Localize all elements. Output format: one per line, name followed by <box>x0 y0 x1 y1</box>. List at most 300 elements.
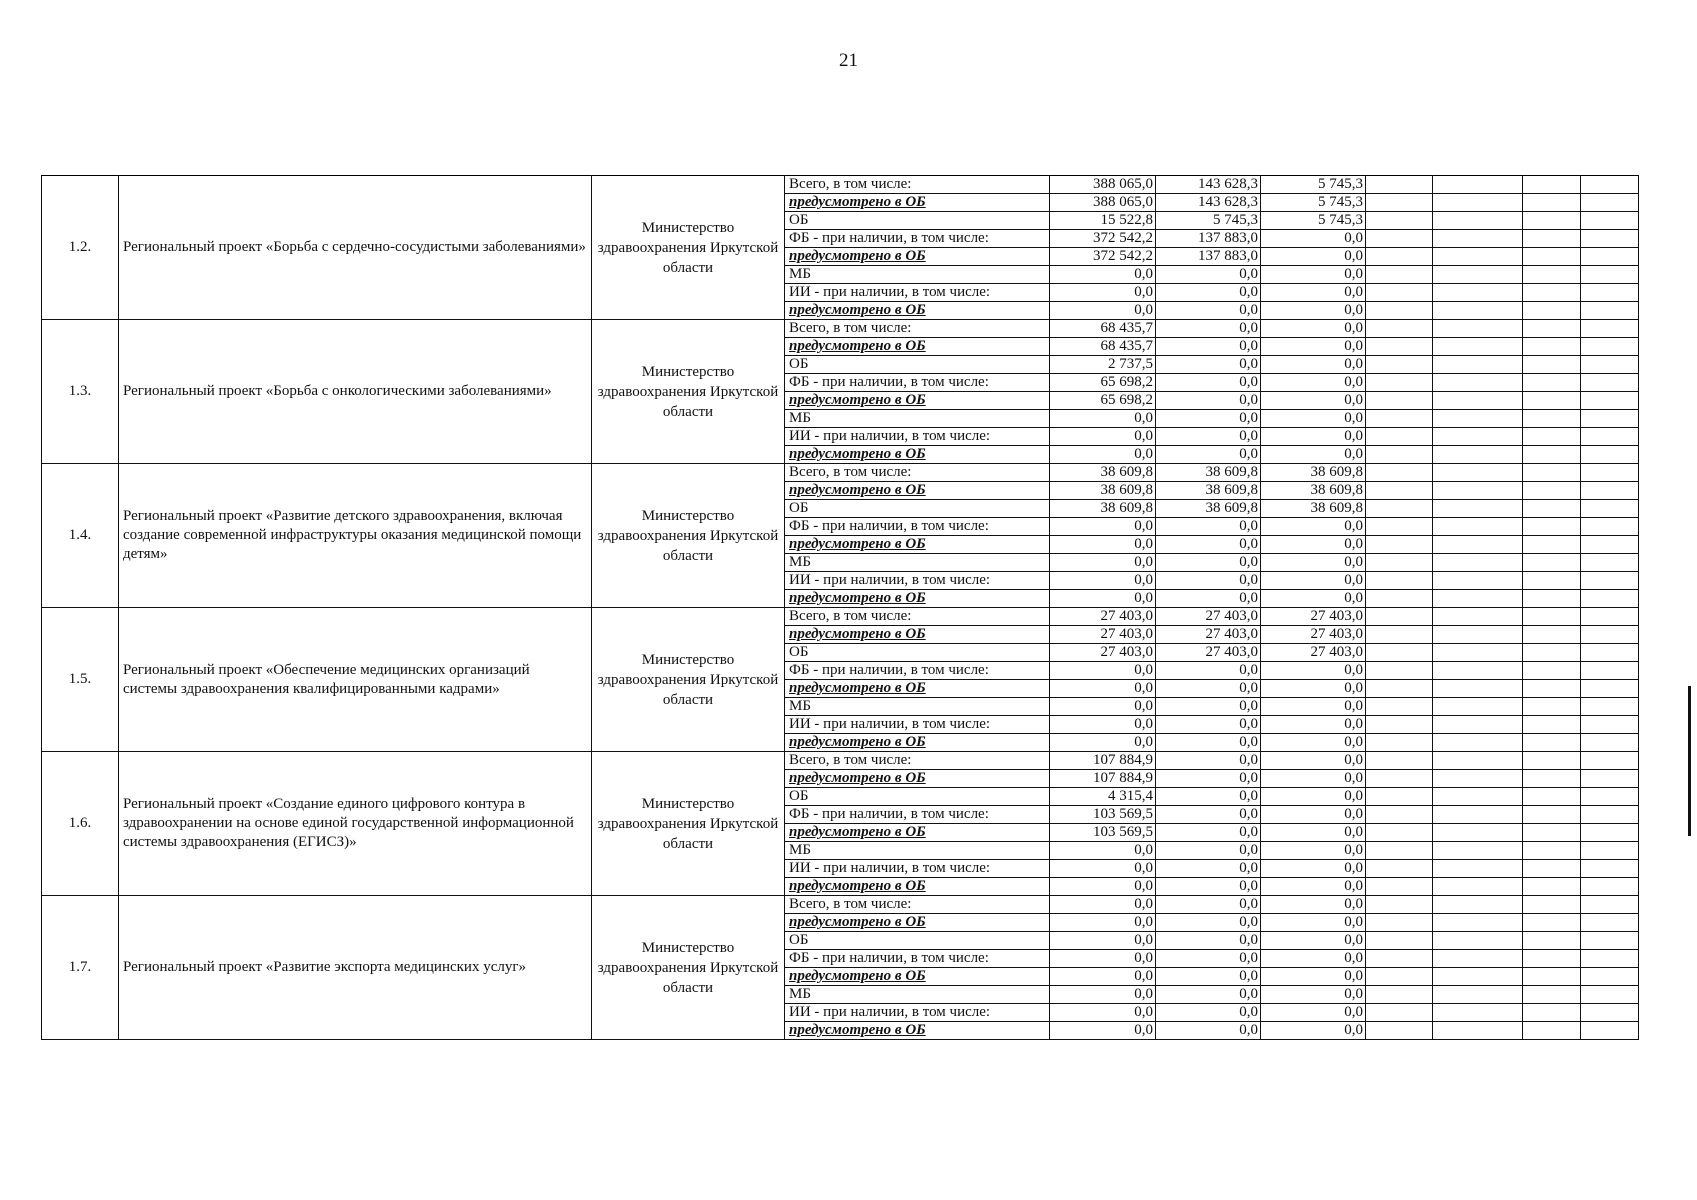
amount-year-2: 0,0 <box>1156 410 1261 428</box>
empty-cell <box>1366 176 1433 194</box>
empty-cell <box>1366 518 1433 536</box>
empty-cell <box>1523 428 1581 446</box>
amount-year-3: 0,0 <box>1261 968 1366 986</box>
funding-source: ОБ <box>785 932 1050 950</box>
funding-source: предусмотрено в ОБ <box>785 446 1050 464</box>
empty-cell <box>1433 266 1523 284</box>
amount-year-2: 0,0 <box>1156 698 1261 716</box>
project-number: 1.2. <box>42 176 119 320</box>
empty-cell <box>1523 338 1581 356</box>
funding-source: ИИ - при наличии, в том числе: <box>785 1004 1050 1022</box>
empty-cell <box>1433 230 1523 248</box>
empty-cell <box>1433 392 1523 410</box>
project-name: Региональный проект «Создание единого цифрового контура в здравоохранении на основе единой государственной информационной системы здравоохранения (ЕГИСЗ)» <box>119 752 592 896</box>
empty-cell <box>1366 1022 1433 1040</box>
amount-year-3: 0,0 <box>1261 986 1366 1004</box>
empty-cell <box>1433 734 1523 752</box>
table-row <box>42 608 1639 626</box>
empty-cell <box>1581 1022 1639 1040</box>
funding-source: ИИ - при наличии, в том числе: <box>785 572 1050 590</box>
empty-cell <box>1581 572 1639 590</box>
amount-year-2: 0,0 <box>1156 518 1261 536</box>
funding-source: МБ <box>785 266 1050 284</box>
empty-cell <box>1581 212 1639 230</box>
amount-year-3: 0,0 <box>1261 752 1366 770</box>
empty-cell <box>1366 734 1433 752</box>
empty-cell <box>1581 590 1639 608</box>
funding-source: предусмотрено в ОБ <box>785 824 1050 842</box>
project-name: Региональный проект «Борьба с онкологическими заболеваниями» <box>119 320 592 464</box>
project-number: 1.6. <box>42 752 119 896</box>
empty-cell <box>1433 446 1523 464</box>
empty-cell <box>1366 788 1433 806</box>
empty-cell <box>1523 374 1581 392</box>
funding-source: ФБ - при наличии, в том числе: <box>785 950 1050 968</box>
margin-mark <box>1688 686 1691 836</box>
empty-cell <box>1433 572 1523 590</box>
empty-cell <box>1366 680 1433 698</box>
amount-year-3: 5 745,3 <box>1261 194 1366 212</box>
funding-source: предусмотрено в ОБ <box>785 914 1050 932</box>
amount-year-3: 0,0 <box>1261 1022 1366 1040</box>
empty-cell <box>1433 320 1523 338</box>
empty-cell <box>1523 896 1581 914</box>
empty-cell <box>1433 608 1523 626</box>
amount-year-3: 38 609,8 <box>1261 464 1366 482</box>
amount-year-3: 0,0 <box>1261 338 1366 356</box>
empty-cell <box>1581 914 1639 932</box>
empty-cell <box>1581 788 1639 806</box>
empty-cell <box>1581 392 1639 410</box>
empty-cell <box>1433 194 1523 212</box>
amount-year-2: 0,0 <box>1156 284 1261 302</box>
empty-cell <box>1523 320 1581 338</box>
empty-cell <box>1366 914 1433 932</box>
project-name: Региональный проект «Развитие экспорта медицинских услуг» <box>119 896 592 1040</box>
empty-cell <box>1581 662 1639 680</box>
empty-cell <box>1366 320 1433 338</box>
empty-cell <box>1523 770 1581 788</box>
amount-year-2: 0,0 <box>1156 860 1261 878</box>
funding-source: МБ <box>785 842 1050 860</box>
responsible-executor: Министерство здравоохранения Иркутской области <box>592 896 785 1040</box>
empty-cell <box>1433 986 1523 1004</box>
empty-cell <box>1366 644 1433 662</box>
responsible-executor: Министерство здравоохранения Иркутской области <box>592 464 785 608</box>
amount-year-2: 0,0 <box>1156 662 1261 680</box>
empty-cell <box>1433 824 1523 842</box>
empty-cell <box>1581 680 1639 698</box>
empty-cell <box>1523 518 1581 536</box>
empty-cell <box>1523 950 1581 968</box>
empty-cell <box>1433 932 1523 950</box>
empty-cell <box>1433 680 1523 698</box>
empty-cell <box>1366 392 1433 410</box>
project-name: Региональный проект «Развитие детского здравоохранения, включая создание современной инфраструктуры оказания медицинской помощи детям» <box>119 464 592 608</box>
amount-year-1: 38 609,8 <box>1050 482 1156 500</box>
empty-cell <box>1523 788 1581 806</box>
amount-year-2: 38 609,8 <box>1156 482 1261 500</box>
amount-year-1: 27 403,0 <box>1050 644 1156 662</box>
funding-source: предусмотрено в ОБ <box>785 536 1050 554</box>
empty-cell <box>1581 536 1639 554</box>
amount-year-1: 0,0 <box>1050 716 1156 734</box>
amount-year-1: 0,0 <box>1050 572 1156 590</box>
empty-cell <box>1523 500 1581 518</box>
empty-cell <box>1581 248 1639 266</box>
empty-cell <box>1581 266 1639 284</box>
amount-year-3: 0,0 <box>1261 896 1366 914</box>
empty-cell <box>1523 464 1581 482</box>
amount-year-2: 0,0 <box>1156 842 1261 860</box>
amount-year-1: 0,0 <box>1050 734 1156 752</box>
empty-cell <box>1433 374 1523 392</box>
amount-year-1: 0,0 <box>1050 518 1156 536</box>
empty-cell <box>1433 482 1523 500</box>
responsible-executor: Министерство здравоохранения Иркутской области <box>592 608 785 752</box>
empty-cell <box>1523 230 1581 248</box>
empty-cell <box>1433 212 1523 230</box>
amount-year-3: 0,0 <box>1261 410 1366 428</box>
funding-source: предусмотрено в ОБ <box>785 878 1050 896</box>
empty-cell <box>1433 770 1523 788</box>
funding-source: предусмотрено в ОБ <box>785 680 1050 698</box>
empty-cell <box>1581 230 1639 248</box>
funding-source: ИИ - при наличии, в том числе: <box>785 284 1050 302</box>
funding-source: предусмотрено в ОБ <box>785 338 1050 356</box>
funding-source: предусмотрено в ОБ <box>785 194 1050 212</box>
empty-cell <box>1433 1004 1523 1022</box>
empty-cell <box>1523 194 1581 212</box>
amount-year-2: 0,0 <box>1156 680 1261 698</box>
empty-cell <box>1581 626 1639 644</box>
amount-year-1: 0,0 <box>1050 446 1156 464</box>
amount-year-1: 15 522,8 <box>1050 212 1156 230</box>
empty-cell <box>1366 860 1433 878</box>
amount-year-1: 103 569,5 <box>1050 824 1156 842</box>
table-row <box>42 176 1639 194</box>
amount-year-1: 0,0 <box>1050 860 1156 878</box>
empty-cell <box>1581 896 1639 914</box>
empty-cell <box>1433 338 1523 356</box>
amount-year-3: 0,0 <box>1261 446 1366 464</box>
empty-cell <box>1523 1022 1581 1040</box>
amount-year-2: 0,0 <box>1156 428 1261 446</box>
amount-year-2: 0,0 <box>1156 788 1261 806</box>
amount-year-3: 0,0 <box>1261 716 1366 734</box>
project-number: 1.7. <box>42 896 119 1040</box>
empty-cell <box>1366 824 1433 842</box>
amount-year-3: 0,0 <box>1261 932 1366 950</box>
empty-cell <box>1433 878 1523 896</box>
amount-year-3: 0,0 <box>1261 698 1366 716</box>
amount-year-3: 0,0 <box>1261 554 1366 572</box>
amount-year-3: 38 609,8 <box>1261 500 1366 518</box>
empty-cell <box>1366 608 1433 626</box>
amount-year-3: 0,0 <box>1261 788 1366 806</box>
table-row <box>42 464 1639 482</box>
amount-year-3: 5 745,3 <box>1261 212 1366 230</box>
amount-year-1: 0,0 <box>1050 932 1156 950</box>
amount-year-2: 38 609,8 <box>1156 500 1261 518</box>
funding-source: ИИ - при наличии, в том числе: <box>785 428 1050 446</box>
amount-year-3: 0,0 <box>1261 770 1366 788</box>
funding-source: ОБ <box>785 644 1050 662</box>
empty-cell <box>1366 752 1433 770</box>
amount-year-1: 2 737,5 <box>1050 356 1156 374</box>
empty-cell <box>1366 554 1433 572</box>
amount-year-2: 27 403,0 <box>1156 608 1261 626</box>
amount-year-2: 0,0 <box>1156 356 1261 374</box>
funding-source: ФБ - при наличии, в том числе: <box>785 374 1050 392</box>
amount-year-3: 0,0 <box>1261 572 1366 590</box>
funding-source: предусмотрено в ОБ <box>785 392 1050 410</box>
amount-year-2: 0,0 <box>1156 878 1261 896</box>
empty-cell <box>1581 1004 1639 1022</box>
empty-cell <box>1366 842 1433 860</box>
empty-cell <box>1366 896 1433 914</box>
empty-cell <box>1581 932 1639 950</box>
amount-year-3: 0,0 <box>1261 662 1366 680</box>
empty-cell <box>1523 860 1581 878</box>
empty-cell <box>1523 536 1581 554</box>
amount-year-1: 0,0 <box>1050 410 1156 428</box>
amount-year-3: 0,0 <box>1261 734 1366 752</box>
responsible-executor: Министерство здравоохранения Иркутской области <box>592 176 785 320</box>
empty-cell <box>1433 626 1523 644</box>
amount-year-1: 103 569,5 <box>1050 806 1156 824</box>
amount-year-3: 0,0 <box>1261 518 1366 536</box>
project-number: 1.4. <box>42 464 119 608</box>
funding-source: ФБ - при наличии, в том числе: <box>785 662 1050 680</box>
empty-cell <box>1581 302 1639 320</box>
empty-cell <box>1433 950 1523 968</box>
funding-source: МБ <box>785 410 1050 428</box>
empty-cell <box>1581 716 1639 734</box>
empty-cell <box>1581 842 1639 860</box>
budget-table <box>41 175 1639 1040</box>
empty-cell <box>1523 644 1581 662</box>
empty-cell <box>1523 878 1581 896</box>
empty-cell <box>1433 752 1523 770</box>
amount-year-2: 0,0 <box>1156 770 1261 788</box>
empty-cell <box>1366 410 1433 428</box>
amount-year-2: 0,0 <box>1156 572 1261 590</box>
amount-year-3: 0,0 <box>1261 590 1366 608</box>
amount-year-2: 0,0 <box>1156 752 1261 770</box>
empty-cell <box>1366 500 1433 518</box>
empty-cell <box>1433 788 1523 806</box>
amount-year-3: 0,0 <box>1261 302 1366 320</box>
empty-cell <box>1581 644 1639 662</box>
amount-year-2: 0,0 <box>1156 1022 1261 1040</box>
amount-year-3: 0,0 <box>1261 860 1366 878</box>
funding-source: предусмотрено в ОБ <box>785 734 1050 752</box>
amount-year-2: 0,0 <box>1156 392 1261 410</box>
empty-cell <box>1366 986 1433 1004</box>
amount-year-2: 0,0 <box>1156 302 1261 320</box>
amount-year-1: 27 403,0 <box>1050 608 1156 626</box>
empty-cell <box>1366 716 1433 734</box>
amount-year-1: 107 884,9 <box>1050 770 1156 788</box>
amount-year-1: 0,0 <box>1050 590 1156 608</box>
amount-year-1: 0,0 <box>1050 914 1156 932</box>
amount-year-1: 68 435,7 <box>1050 320 1156 338</box>
empty-cell <box>1366 230 1433 248</box>
amount-year-1: 38 609,8 <box>1050 500 1156 518</box>
amount-year-3: 0,0 <box>1261 824 1366 842</box>
empty-cell <box>1366 1004 1433 1022</box>
empty-cell <box>1581 968 1639 986</box>
amount-year-1: 38 609,8 <box>1050 464 1156 482</box>
amount-year-2: 137 883,0 <box>1156 248 1261 266</box>
amount-year-2: 0,0 <box>1156 896 1261 914</box>
empty-cell <box>1433 518 1523 536</box>
amount-year-1: 0,0 <box>1050 950 1156 968</box>
amount-year-1: 372 542,2 <box>1050 230 1156 248</box>
funding-source: ФБ - при наличии, в том числе: <box>785 230 1050 248</box>
empty-cell <box>1366 662 1433 680</box>
empty-cell <box>1581 806 1639 824</box>
funding-source: предусмотрено в ОБ <box>785 1022 1050 1040</box>
empty-cell <box>1433 968 1523 986</box>
amount-year-2: 27 403,0 <box>1156 644 1261 662</box>
empty-cell <box>1366 248 1433 266</box>
empty-cell <box>1433 410 1523 428</box>
amount-year-1: 0,0 <box>1050 266 1156 284</box>
funding-source: предусмотрено в ОБ <box>785 968 1050 986</box>
empty-cell <box>1366 428 1433 446</box>
amount-year-1: 0,0 <box>1050 842 1156 860</box>
amount-year-3: 0,0 <box>1261 284 1366 302</box>
amount-year-2: 0,0 <box>1156 806 1261 824</box>
empty-cell <box>1433 176 1523 194</box>
amount-year-2: 0,0 <box>1156 968 1261 986</box>
amount-year-3: 0,0 <box>1261 428 1366 446</box>
empty-cell <box>1366 482 1433 500</box>
amount-year-2: 0,0 <box>1156 824 1261 842</box>
empty-cell <box>1523 698 1581 716</box>
empty-cell <box>1523 986 1581 1004</box>
empty-cell <box>1523 356 1581 374</box>
empty-cell <box>1366 770 1433 788</box>
amount-year-1: 372 542,2 <box>1050 248 1156 266</box>
project-number: 1.5. <box>42 608 119 752</box>
funding-source: МБ <box>785 986 1050 1004</box>
amount-year-3: 27 403,0 <box>1261 608 1366 626</box>
page-number: 21 <box>839 50 858 71</box>
empty-cell <box>1523 752 1581 770</box>
empty-cell <box>1523 1004 1581 1022</box>
empty-cell <box>1581 878 1639 896</box>
amount-year-3: 0,0 <box>1261 248 1366 266</box>
funding-source: ИИ - при наличии, в том числе: <box>785 716 1050 734</box>
empty-cell <box>1523 590 1581 608</box>
amount-year-1: 0,0 <box>1050 1004 1156 1022</box>
funding-source: ОБ <box>785 788 1050 806</box>
funding-source: Всего, в том числе: <box>785 176 1050 194</box>
amount-year-3: 0,0 <box>1261 374 1366 392</box>
empty-cell <box>1581 410 1639 428</box>
amount-year-2: 0,0 <box>1156 446 1261 464</box>
funding-source: Всего, в том числе: <box>785 896 1050 914</box>
empty-cell <box>1523 248 1581 266</box>
funding-source: ОБ <box>785 500 1050 518</box>
amount-year-3: 0,0 <box>1261 806 1366 824</box>
project-name: Региональный проект «Обеспечение медицинских организаций системы здравоохранения квалифицированными кадрами» <box>119 608 592 752</box>
amount-year-1: 0,0 <box>1050 284 1156 302</box>
empty-cell <box>1433 1022 1523 1040</box>
amount-year-1: 0,0 <box>1050 878 1156 896</box>
empty-cell <box>1523 914 1581 932</box>
empty-cell <box>1366 374 1433 392</box>
amount-year-3: 27 403,0 <box>1261 644 1366 662</box>
empty-cell <box>1581 482 1639 500</box>
empty-cell <box>1433 662 1523 680</box>
amount-year-2: 0,0 <box>1156 590 1261 608</box>
empty-cell <box>1581 338 1639 356</box>
empty-cell <box>1523 806 1581 824</box>
empty-cell <box>1581 356 1639 374</box>
empty-cell <box>1581 824 1639 842</box>
amount-year-1: 0,0 <box>1050 428 1156 446</box>
amount-year-2: 38 609,8 <box>1156 464 1261 482</box>
amount-year-1: 27 403,0 <box>1050 626 1156 644</box>
funding-source: Всего, в том числе: <box>785 608 1050 626</box>
table-row <box>42 752 1639 770</box>
empty-cell <box>1523 446 1581 464</box>
empty-cell <box>1581 950 1639 968</box>
amount-year-1: 65 698,2 <box>1050 374 1156 392</box>
empty-cell <box>1523 572 1581 590</box>
amount-year-3: 0,0 <box>1261 842 1366 860</box>
amount-year-1: 0,0 <box>1050 302 1156 320</box>
empty-cell <box>1581 320 1639 338</box>
empty-cell <box>1581 752 1639 770</box>
empty-cell <box>1366 590 1433 608</box>
amount-year-1: 388 065,0 <box>1050 194 1156 212</box>
empty-cell <box>1581 428 1639 446</box>
amount-year-3: 0,0 <box>1261 1004 1366 1022</box>
empty-cell <box>1433 464 1523 482</box>
amount-year-3: 0,0 <box>1261 230 1366 248</box>
amount-year-2: 0,0 <box>1156 914 1261 932</box>
funding-source: предусмотрено в ОБ <box>785 248 1050 266</box>
amount-year-2: 0,0 <box>1156 986 1261 1004</box>
empty-cell <box>1366 284 1433 302</box>
empty-cell <box>1581 608 1639 626</box>
amount-year-1: 0,0 <box>1050 968 1156 986</box>
empty-cell <box>1366 878 1433 896</box>
amount-year-3: 38 609,8 <box>1261 482 1366 500</box>
empty-cell <box>1433 248 1523 266</box>
responsible-executor: Министерство здравоохранения Иркутской области <box>592 752 785 896</box>
amount-year-2: 0,0 <box>1156 734 1261 752</box>
funding-source: ФБ - при наличии, в том числе: <box>785 806 1050 824</box>
amount-year-3: 0,0 <box>1261 266 1366 284</box>
empty-cell <box>1523 392 1581 410</box>
amount-year-2: 0,0 <box>1156 338 1261 356</box>
empty-cell <box>1523 554 1581 572</box>
amount-year-1: 388 065,0 <box>1050 176 1156 194</box>
funding-source: Всего, в том числе: <box>785 320 1050 338</box>
amount-year-3: 5 745,3 <box>1261 176 1366 194</box>
amount-year-1: 0,0 <box>1050 986 1156 1004</box>
empty-cell <box>1433 302 1523 320</box>
empty-cell <box>1523 662 1581 680</box>
empty-cell <box>1523 410 1581 428</box>
amount-year-1: 0,0 <box>1050 896 1156 914</box>
